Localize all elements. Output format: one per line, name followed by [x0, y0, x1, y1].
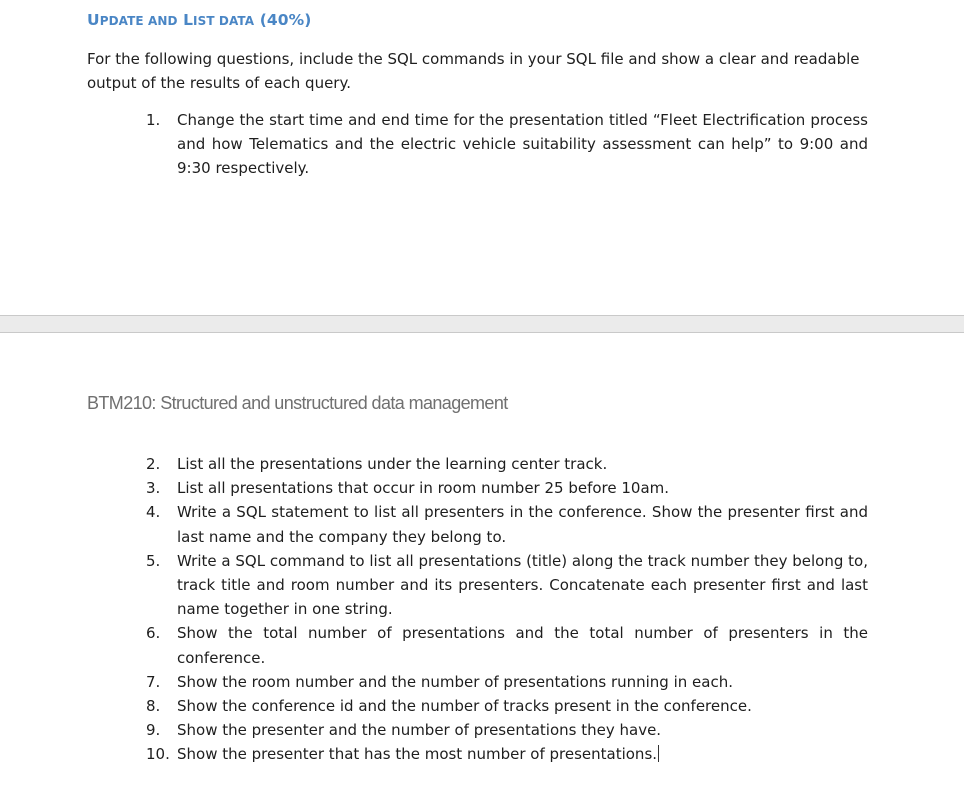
list-number: 1. [146, 111, 161, 129]
list-item [146, 476, 868, 500]
list-item-text: List all the presentations under the learning center track. [177, 455, 608, 473]
question-list-page1 [146, 108, 868, 181]
list-number: 9. [146, 721, 161, 740]
list-number: 7. [146, 672, 161, 691]
list-item-text: Show the room number and the number of presentations running in each. [177, 672, 733, 691]
list-item [146, 694, 868, 718]
list-item-text: Change the start time and end time for the presentation titled “Fleet Electrification process and how Telematics and the electric vehicle suitability assessment can help” to 9:00 and 9:30 respectively. [177, 111, 868, 178]
list-item-text: Show the conference id and the number of tracks present in the conference. [177, 697, 752, 716]
page-break-gap [0, 315, 964, 333]
list-item-text: Write a SQL command to list all presentations (title) along the track number they belong to, track title and room number and its presenters. Concatenate each presenter first and last name together in one string. [177, 551, 868, 619]
list-item-text: Show the presenter that has the most number of presentations. [177, 745, 658, 764]
page-footer: BTM210: Structured and unstructured data management [87, 393, 508, 413]
list-item [146, 670, 868, 694]
list-number: 10. [146, 745, 170, 764]
list-item-text: List all presentations that occur in room number 25 before 10am. [177, 479, 670, 498]
document-page-top [0, 0, 964, 315]
list-item [146, 549, 868, 622]
list-number: 8. [146, 697, 161, 716]
list-item-text: Show the presenter and the number of presentations they have. [177, 721, 662, 740]
list-number: 5. [146, 551, 161, 570]
list-item [146, 742, 868, 766]
section-heading: UPDATE AND LIST DATA (40%) [87, 11, 312, 29]
list-item [146, 621, 868, 669]
list-item-text: Show the total number of presentations and the total number of presenters in the conference. [177, 624, 868, 667]
text-cursor [658, 745, 659, 762]
intro-paragraph: For the following questions, include the SQL commands in your SQL file and show a clear and readable output of the results of each query. [87, 50, 860, 92]
list-number: 2. [146, 455, 161, 473]
list-number: 4. [146, 503, 161, 522]
list-item [146, 718, 868, 742]
question-list-page2 [146, 452, 868, 767]
list-item [146, 500, 868, 548]
list-item [146, 452, 868, 476]
list-item-text: Write a SQL statement to list all presenters in the conference. Show the presenter first and last name and the company they belong to. [177, 503, 868, 546]
list-item [146, 108, 868, 181]
list-number: 6. [146, 624, 161, 643]
list-number: 3. [146, 479, 161, 498]
